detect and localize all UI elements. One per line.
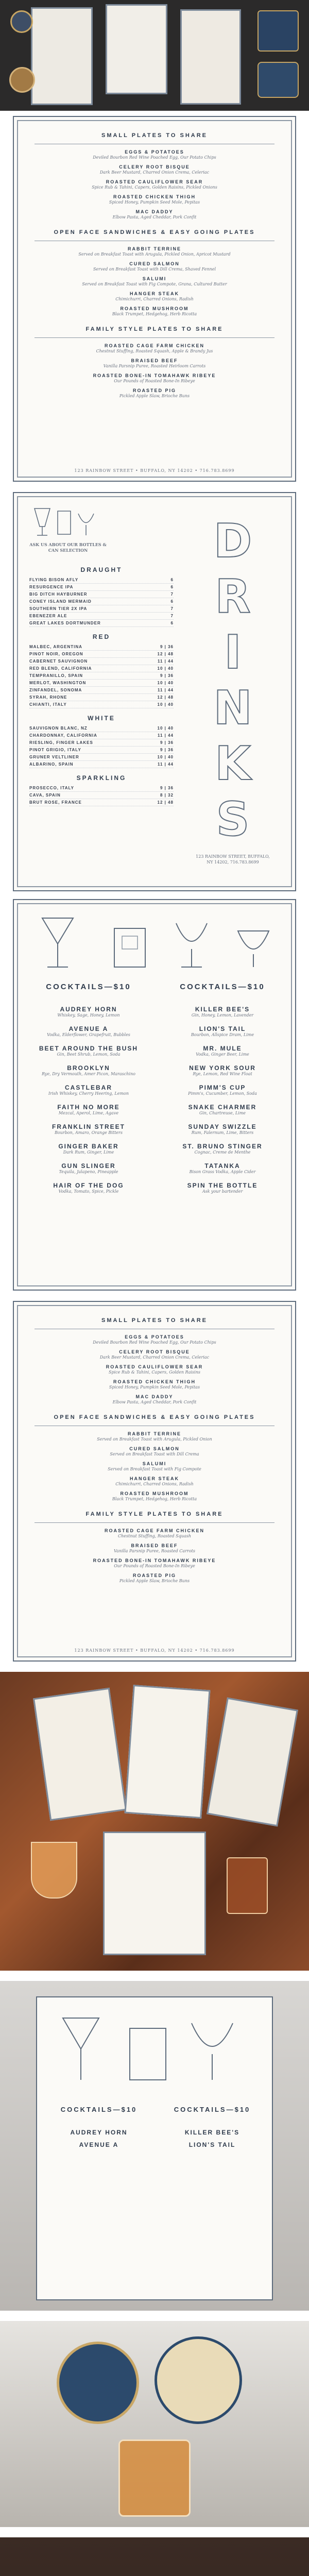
menu-item-name: ROASTED BONE-IN TOMAHAWK RIBEYE	[93, 373, 216, 378]
menu-body	[35, 132, 274, 403]
menu-footer-address: 123 RAINBOW STREET • BUFFALO, NY 14202 • 716.783.8699	[74, 1648, 235, 1653]
drinks-title	[194, 514, 271, 848]
menu-item-description: Served on Breakfast Toast with Fig Compote, Grana, Cultured Butter	[82, 282, 227, 286]
drink-row	[29, 651, 174, 658]
menu-item-name: BRAISED BEEF	[131, 1543, 178, 1548]
cocktail-name: HAIR OF THE DOG	[53, 1182, 124, 1189]
menu-item-description: Spiced Honey, Pumpkin Seed Mole, Pepitas	[109, 1385, 200, 1389]
cocktail-description: Whiskey, Sage, Honey, Lemon	[57, 1013, 120, 1018]
menu-card-photo	[207, 1698, 298, 1827]
drinks-title-letter: S	[216, 792, 250, 846]
drink-name: EBENEZER ALE	[29, 614, 67, 618]
drink-row	[29, 761, 174, 768]
cocktails-heading-right: COCKTAILS—$10	[174, 2106, 251, 2113]
drink-name: RIESLING, FINGER LAKES	[29, 740, 93, 745]
drink-row	[29, 747, 174, 754]
menu-item-description: Elbow Pasta, Aged Cheddar, Pork Confit	[112, 215, 197, 219]
drink-name: MALBEC, ARGENTINA	[29, 645, 82, 649]
menu-item-description: Deviled Bourbon Red Wine Poached Egg, Our Potato Chips	[93, 1340, 216, 1345]
drink-name: RED BLEND, CALIFORNIA	[29, 666, 92, 671]
drink-price: 12 | 48	[157, 800, 174, 805]
menu-item-name: MAC DADDY	[135, 209, 174, 214]
cocktail-name: AVENUE A	[68, 1025, 109, 1032]
cocktail-name: KILLER BEE'S	[195, 1006, 250, 1013]
cocktail-name: BEET AROUND THE BUSH	[39, 1045, 139, 1052]
cocktails-column-right	[161, 2124, 264, 2148]
menu-item-name: ROASTED PIG	[132, 388, 176, 393]
menu-item-name: SALUMI	[142, 276, 167, 281]
menu-item-description: Served on Breakfast Toast with Arugula, Pickled Onion, Apricot Mustard	[78, 252, 231, 257]
drink-name: RESURGENCE IPA	[29, 585, 74, 589]
drink-row	[29, 672, 174, 680]
menu-item-description: Vanilla Parsnip Puree, Roasted Heirloom Carrots	[103, 364, 206, 368]
cocktail-description: Rye, Dry Vermouth, Amer Picon, Maraschino	[42, 1072, 135, 1076]
section-heading: SMALL PLATES TO SHARE	[101, 132, 208, 139]
section-heading: OPEN FACE SANDWICHES & EASY GOING PLATES	[54, 1414, 255, 1420]
menu-item-description: Black Trumpet, Hedgehog, Herb Ricotta	[112, 1497, 197, 1501]
menu-item-description: Chimichurri, Charred Onions, Radish	[115, 1482, 194, 1486]
menu-body	[35, 1317, 274, 1588]
drink-price: 7	[170, 606, 174, 611]
cocktail-glass-photo	[118, 2439, 191, 2517]
cocktails-heading-left: COCKTAILS—$10	[46, 982, 131, 991]
menu-item-description: Served on Breakfast Toast with Arugula, Pickled Onion	[97, 1437, 212, 1442]
drink-name: BRUT ROSE, FRANCE	[29, 800, 82, 805]
drink-row	[29, 643, 174, 651]
drink-price: 6	[170, 621, 174, 625]
menu-item-name: MAC DADDY	[135, 1394, 174, 1399]
menu-item-name: ROASTED CAULIFLOWER SEAR	[106, 179, 203, 184]
drink-price: 11 | 44	[157, 762, 174, 767]
menu-item-description: Dark Beer Mustard, Charred Onion Crema, Celeriac	[99, 1355, 210, 1360]
cocktail-description: Irish Whiskey, Cherry Heering, Lemon	[48, 1091, 129, 1096]
cocktails-heading-left: COCKTAILS—$10	[60, 2106, 138, 2113]
drink-row	[29, 605, 174, 613]
menu-footer-address: 123 RAINBOW STREET • BUFFALO, NY 14202 • 716.783.8699	[74, 468, 235, 473]
menu-item-description: Pickled Apple Slaw, Brioche Buns	[119, 394, 190, 398]
cocktails-menu	[13, 899, 296, 1291]
coaster-photo	[57, 2342, 139, 2424]
menu-card-photo	[103, 1832, 206, 1955]
cocktail-glasses-illustration	[22, 908, 289, 975]
drink-price: 10 | 40	[157, 726, 174, 731]
menu-item-name: EGGS & POTATOES	[125, 1334, 184, 1340]
cocktail-name: TATANKA	[204, 1162, 241, 1170]
drinks-list	[29, 560, 174, 806]
drink-row	[29, 613, 174, 620]
drink-row	[29, 799, 174, 806]
photo-coasters-cocktail	[0, 2321, 309, 2527]
section-heading: SMALL PLATES TO SHARE	[101, 1317, 208, 1324]
drink-name: PINOT NOIR, OREGON	[29, 652, 83, 656]
drink-row	[29, 739, 174, 747]
cocktail-name: MR. MULE	[203, 1045, 242, 1052]
cocktail-description: Tequila, Jalapeno, Pineapple	[59, 1170, 118, 1174]
cocktail-name: BROOKLYN	[67, 1064, 110, 1072]
menu-item-description: Dark Beer Mustard, Charred Onion Crema, Celeriac	[99, 170, 210, 175]
cocktail-description: Rye, Lemon, Red Wine Float	[193, 1072, 252, 1076]
menu-item-name: ROASTED MUSHROOM	[120, 306, 189, 311]
bottles-note: ASK US ABOUT OUR BOTTLES & CAN SELECTION	[29, 542, 107, 553]
drink-name: FLYING BISON AFLY	[29, 578, 79, 582]
menu-item-description: Pickled Apple Slaw, Brioche Buns	[119, 1579, 190, 1583]
drink-price: 11 | 44	[157, 688, 174, 692]
cocktails-heading-right: COCKTAILS—$10	[180, 982, 265, 991]
food-menu-1	[13, 116, 296, 482]
cocktail-name: KILLER BEE'S	[184, 2129, 240, 2136]
drink-row	[29, 577, 174, 584]
menu-item-description: Our Pounds of Roasted Bone-In Ribeye	[114, 379, 195, 383]
drink-name: SYRAH, RHONE	[29, 695, 67, 700]
drink-name: BIG DITCH HAYBURNER	[29, 592, 88, 597]
cocktail-name: LION'S TAIL	[188, 2141, 236, 2148]
cocktails-column-right	[163, 1001, 282, 1201]
menu-item-name: HANGER STEAK	[129, 1476, 179, 1481]
drink-row	[29, 687, 174, 694]
divider	[35, 1522, 274, 1523]
cocktail-description: Bourbon, Allspice Dram, Lime	[191, 1032, 254, 1037]
drinks-menu	[13, 492, 296, 891]
drink-name: SAUVIGNON BLANC, NZ	[29, 726, 88, 731]
menu-item-name: ROASTED CAGE FARM CHICKEN	[104, 1528, 204, 1533]
drink-row	[29, 584, 174, 591]
drink-name: ZINFANDEL, SONOMA	[29, 688, 82, 692]
drink-row	[29, 732, 174, 739]
cocktail-description: Vodka, Tomato, Spice, Pickle	[58, 1189, 119, 1194]
divider	[35, 337, 274, 338]
menu-item-description: Vanilla Parsnip Puree, Roasted Carrots	[114, 1549, 195, 1553]
drink-name: CHIANTI, ITALY	[29, 702, 67, 707]
cocktail-glasses-illustration	[42, 2008, 269, 2090]
menu-item-description: Served on Breakfast Toast with Dill Crema	[110, 1452, 199, 1456]
drinks-section-heading: WHITE	[88, 715, 115, 722]
cocktail-name: GINGER BAKER	[58, 1143, 119, 1150]
cocktails-column-left	[29, 1001, 148, 1201]
drink-price: 10 | 40	[157, 666, 174, 671]
menu-item-description: Elbow Pasta, Aged Cheddar, Pork Confit	[112, 1400, 197, 1404]
drink-row	[29, 792, 174, 799]
menu-item-name: SALUMI	[142, 1461, 167, 1466]
menu-item-name: ROASTED CHICKEN THIGH	[113, 1379, 196, 1384]
menu-item-name: EGGS & POTATOES	[125, 149, 184, 155]
drink-name: GREAT LAKES DORTMUNDER	[29, 621, 101, 625]
cocktail-description: Bourbon, Amaro, Orange Bitters	[55, 1130, 123, 1135]
cocktail-name: FRANKLIN STREET	[52, 1123, 125, 1130]
cocktail-name: AUDREY HORN	[60, 1006, 117, 1013]
menu-item-description: Our Pounds of Roasted Bone-In Ribeye	[114, 1564, 195, 1568]
menu-item-name: CURED SALMON	[129, 261, 180, 266]
menu-item-description: Black Trumpet, Hedgehog, Herb Ricotta	[112, 312, 197, 316]
menu-item-name: CELERY ROOT BISQUE	[119, 1349, 190, 1354]
drink-price: 6	[170, 599, 174, 604]
drink-price: 7	[170, 592, 174, 597]
food-menu-2	[13, 1301, 296, 1662]
drink-price: 9 | 36	[160, 748, 174, 752]
drink-row	[29, 725, 174, 732]
drink-row	[29, 701, 174, 708]
menu-item-description: Chestnut Stuffing, Roasted Squash	[118, 1534, 191, 1538]
cocktail-description: Rum, Falernum, Lime, Bitters	[191, 1130, 254, 1135]
drink-name: CONEY ISLAND MERMAID	[29, 599, 92, 604]
cocktail-glass-photo	[227, 1857, 268, 1914]
menu-item-description: Chimichurri, Charred Onions, Radish	[115, 297, 194, 301]
cocktail-name: AVENUE A	[79, 2141, 119, 2148]
cocktail-name: SNAKE CHARMER	[188, 1104, 257, 1111]
menu-card-photo	[33, 1688, 127, 1821]
drinks-section-heading: DRAUGHT	[80, 566, 123, 573]
menu-item-description: Chestnut Stuffing, Roasted Squash, Apple & Brandy Jus	[96, 349, 213, 353]
drink-row	[29, 598, 174, 605]
menu-item-name: BRAISED BEEF	[131, 358, 178, 363]
section-heading: FAMILY STYLE PLATES TO SHARE	[85, 1511, 224, 1517]
cocktail-description: Ask your bartender	[202, 1189, 243, 1194]
drink-price: 10 | 40	[157, 702, 174, 707]
drink-price: 12 | 48	[157, 695, 174, 700]
menu-item-description: Deviled Bourbon Red Wine Poached Egg, Our Potato Chips	[93, 155, 216, 160]
drinks-title-letter: I	[224, 625, 242, 680]
drinks-title-letter: N	[213, 681, 252, 735]
cocktail-description: Gin, Chartreuse, Lime	[199, 1111, 246, 1115]
menu-item-name: ROASTED CAULIFLOWER SEAR	[106, 1364, 203, 1369]
cocktail-description: Gin, Beet Shrub, Lemon, Soda	[57, 1052, 121, 1057]
drink-price: 9 | 36	[160, 673, 174, 678]
menu-card-photo	[180, 9, 241, 105]
drink-price: 9 | 36	[160, 740, 174, 745]
cocktails-column-left	[47, 2124, 150, 2148]
coaster-photo	[9, 67, 35, 93]
cocktail-description: Cognac, Creme de Menthe	[194, 1150, 251, 1155]
cocktail-name: FAITH NO MORE	[57, 1104, 120, 1111]
drink-price: 12 | 48	[157, 652, 174, 656]
menu-item-description: Served on Breakfast Toast with Dill Crema, Shaved Fennel	[93, 267, 216, 272]
drink-name: MERLOT, WASHINGTON	[29, 681, 87, 685]
cocktail-name: ST. BRUNO STINGER	[182, 1143, 263, 1150]
drinks-title-letter: D	[213, 514, 252, 568]
photo-coaster-card	[0, 2537, 309, 2576]
drink-name: CABERNET SAUVIGNON	[29, 659, 88, 664]
cocktail-name: NEW YORK SOUR	[189, 1064, 256, 1072]
drink-name: CAVA, SPAIN	[29, 793, 61, 798]
drinks-title-letter: K	[215, 737, 251, 791]
drink-name: ALBARINO, SPAIN	[29, 762, 74, 767]
cocktail-name: PIMM'S CUP	[199, 1084, 246, 1091]
menu-item-name: ROASTED MUSHROOM	[120, 1491, 189, 1496]
drink-price: 10 | 40	[157, 681, 174, 685]
drink-row	[29, 658, 174, 665]
menu-item-description: Served on Breakfast Toast with Fig Compote	[108, 1467, 201, 1471]
coaster-photo	[258, 10, 299, 52]
menu-item-name: ROASTED CHICKEN THIGH	[113, 194, 196, 199]
drink-name: CHARDONNAY, CALIFORNIA	[29, 733, 97, 738]
hero-photo-menus	[0, 0, 309, 111]
drink-row	[29, 785, 174, 792]
coaster-photo	[10, 10, 33, 33]
cocktail-glass-photo	[31, 1842, 77, 1899]
drink-price: 8 | 32	[160, 793, 174, 798]
cocktail-description: Gin, Honey, Lemon, Lavender	[191, 1013, 254, 1018]
glassware-illustration	[29, 503, 101, 539]
drink-price: 6	[170, 585, 174, 589]
cocktail-name: AUDREY HORN	[70, 2129, 128, 2136]
drink-price: 10 | 40	[157, 755, 174, 759]
menu-card-photo	[106, 4, 167, 94]
menu-item-name: CELERY ROOT BISQUE	[119, 164, 190, 170]
cocktail-description: Vodka, Ginger Beer, Lime	[196, 1052, 249, 1057]
menu-card-photo	[31, 7, 93, 105]
cocktail-name: SPIN THE BOTTLE	[187, 1182, 258, 1189]
drink-name: TEMPRANILLO, SPAIN	[29, 673, 83, 678]
drink-price: 7	[170, 614, 174, 618]
menu-card-photo	[124, 1685, 210, 1819]
cocktail-description: Vodka, Elderflower, Grapefruit, Bubbles	[47, 1032, 130, 1037]
drinks-title-letter: R	[215, 570, 251, 624]
drinks-address: 123 RAINBOW STREET, BUFFALO, NY 14202, 716.783.8699	[196, 854, 270, 865]
menu-item-name: RABBIT TERRINE	[128, 1431, 181, 1436]
drinks-section-heading: RED	[92, 633, 111, 640]
menu-item-name: RABBIT TERRINE	[128, 246, 181, 251]
cocktail-description: Dark Rum, Ginger, Lime	[63, 1150, 114, 1155]
drink-row	[29, 754, 174, 761]
drinks-section-heading: SPARKLING	[76, 774, 127, 782]
coaster-photo	[154, 2336, 242, 2424]
drink-name: PINOT GRIGIO, ITALY	[29, 748, 81, 752]
drink-row	[29, 591, 174, 598]
photo-cocktail-menu-closeup	[0, 1981, 309, 2311]
cocktail-name: CASTLEBAR	[65, 1084, 112, 1091]
cocktail-name: SUNDAY SWIZZLE	[188, 1123, 257, 1130]
drink-price: 6	[170, 578, 174, 582]
drink-price: 11 | 44	[157, 659, 174, 664]
drink-name: SOUTHERN TIER 2X IPA	[29, 606, 88, 611]
menu-item-description: Spiced Honey, Pumpkin Seed Mole, Pepitas	[109, 200, 200, 205]
menu-item-name: ROASTED CAGE FARM CHICKEN	[104, 343, 204, 348]
drink-price: 9 | 36	[160, 786, 174, 790]
menu-item-name: HANGER STEAK	[129, 291, 179, 296]
photo-menus-wood-table	[0, 1672, 309, 1971]
cocktail-description: Mezcal, Aperol, Lime, Agave	[58, 1111, 119, 1115]
cocktail-menu-photo	[36, 1996, 273, 2300]
drink-row	[29, 665, 174, 672]
drink-row	[29, 680, 174, 687]
coaster-photo	[258, 62, 299, 98]
drink-name: PROSECCO, ITALY	[29, 786, 75, 790]
menu-item-name: CURED SALMON	[129, 1446, 180, 1451]
cocktail-description: Bison Grass Vodka, Apple Cider	[189, 1170, 256, 1174]
cocktail-description: Pimm's, Cucumber, Lemon, Soda	[188, 1091, 257, 1096]
menu-item-description: Spice Rub & Tahini, Capers, Golden Raisins	[109, 1370, 200, 1375]
menu-item-name: ROASTED PIG	[132, 1573, 176, 1578]
menu-item-description: Spice Rub & Tahini, Capers, Golden Raisins, Pickled Onions	[92, 185, 217, 190]
cocktail-name: LION'S TAIL	[199, 1025, 246, 1032]
section-heading: OPEN FACE SANDWICHES & EASY GOING PLATES	[54, 229, 255, 235]
cocktail-name: GUN SLINGER	[61, 1162, 116, 1170]
drink-price: 11 | 44	[157, 733, 174, 738]
drink-price: 9 | 36	[160, 645, 174, 649]
menu-item-name: ROASTED BONE-IN TOMAHAWK RIBEYE	[93, 1558, 216, 1563]
drink-row	[29, 620, 174, 627]
drink-row	[29, 694, 174, 701]
section-heading: FAMILY STYLE PLATES TO SHARE	[85, 326, 224, 332]
drink-name: GRUNER VELTLINER	[29, 755, 79, 759]
